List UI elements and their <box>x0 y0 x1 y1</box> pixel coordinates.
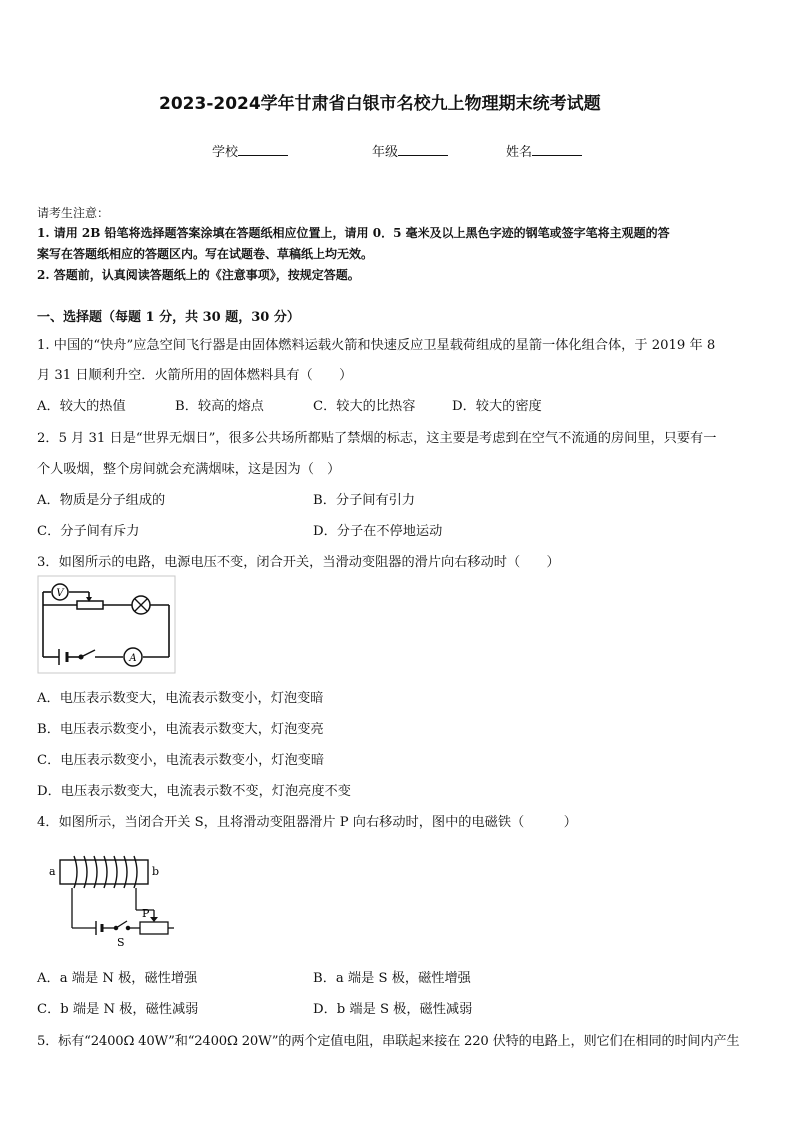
name-label: 姓名 <box>506 145 533 160</box>
switch-icon <box>79 650 95 659</box>
grade-label: 年级 <box>372 145 399 160</box>
grade-blank[interactable] <box>398 143 448 156</box>
q2-stem-line-2: 个人吸烟，整个房间就会充满烟味，这是因为（ ） <box>37 462 341 477</box>
q3-circuit-diagram <box>37 575 177 675</box>
end-b-label: b <box>152 865 160 878</box>
q1-option-a[interactable]: A．较大的热值 <box>37 399 126 414</box>
name-blank[interactable] <box>532 143 582 156</box>
notice-line-1b: 案写在答题纸相应的答题区内。写在试题卷、草稿纸上均无效。 <box>37 247 374 261</box>
notice-heading: 请考生注意： <box>37 206 110 220</box>
q5-stem-line-1: 5．标有“2400Ω 40W”和“2400Ω 20W”的两个定值电阻，串联起来接在 220 伏特的电路上，则它们在相同的时间内产生 <box>37 1034 740 1049</box>
q4-option-c[interactable]: C．b 端是 N 极，磁性减弱 <box>37 1002 199 1017</box>
slider-p-label: P <box>142 907 150 920</box>
q4-option-b[interactable]: B．a 端是 S 极，磁性增强 <box>313 971 471 986</box>
q2-stem-line-1: 2．5 月 31 日是“世界无烟日”，很多公共场所都贴了禁烟的标志，这主要是考虑到在空气不流通的房间里，只要有一 <box>37 431 717 446</box>
switch-s-label: S <box>117 936 125 949</box>
school-label: 学校 <box>212 145 239 160</box>
q1-stem-line-2: 月 31 日顺利升空．火箭所用的固体燃料具有（ ） <box>37 368 353 383</box>
battery-icon <box>59 649 67 665</box>
q3-option-d[interactable]: D．电压表示数变大，电流表示数不变，灯泡亮度不变 <box>37 784 351 799</box>
name-field[interactable] <box>506 141 582 160</box>
q3-stem-line-1: 3．如图所示的电路，电源电压不变，闭合开关，当滑动变阻器的滑片向右移动时（ ） <box>37 555 560 570</box>
q2-option-c[interactable]: C．分子间有斥力 <box>37 524 140 539</box>
section-heading: 一、选择题（每题 1 分，共 30 题，30 分） <box>37 310 300 325</box>
q1-option-b[interactable]: B．较高的熔点 <box>175 399 264 414</box>
q4-option-d[interactable]: D．b 端是 S 极，磁性减弱 <box>313 1002 473 1017</box>
school-blank[interactable] <box>238 143 288 156</box>
switch-icon <box>114 921 129 930</box>
grade-field[interactable] <box>372 141 448 160</box>
notice-line-1a: 1. 请用 2B 铅笔将选择题答案涂填在答题纸相应位置上，请用 0．5 毫米及以上黑色字迹的钢笔或签字笔将主观题的答 <box>37 226 670 240</box>
rheostat-icon <box>140 922 168 934</box>
battery-icon <box>96 921 102 935</box>
q1-option-d[interactable]: D．较大的密度 <box>452 399 542 414</box>
q4-stem-line-1: 4．如图所示，当闭合开关 S，且将滑动变阻器滑片 P 向右移动时，图中的电磁铁（ ） <box>37 815 577 830</box>
q4-option-a[interactable]: A．a 端是 N 极，磁性增强 <box>37 971 198 986</box>
q3-option-c[interactable]: C．电压表示数变小，电流表示数变小，灯泡变暗 <box>37 753 325 768</box>
iron-core-icon <box>60 860 148 884</box>
slider-arrow-icon <box>150 917 158 922</box>
q2-option-b[interactable]: B．分子间有引力 <box>313 493 416 508</box>
q2-option-d[interactable]: D．分子在不停地运动 <box>313 524 443 539</box>
q2-option-a[interactable]: A．物质是分子组成的 <box>37 493 166 508</box>
q3-option-a[interactable]: A．电压表示数变大，电流表示数变小，灯泡变暗 <box>37 691 324 706</box>
q4-electromagnet-diagram <box>44 850 184 950</box>
ammeter-label: A <box>129 653 137 664</box>
q1-stem-line-1: 1. 中国的“快舟”应急空间飞行器是由固体燃料运载火箭和快速反应卫星载荷组成的星箭一体化组合体，于 2019 年 8 <box>37 338 716 353</box>
page-title: 2023-2024学年甘肃省白银市名校九上物理期末统考试题 <box>159 94 601 114</box>
school-field[interactable] <box>212 141 288 160</box>
q1-option-c[interactable]: C．较大的比热容 <box>313 399 416 414</box>
notice-line-2: 2. 答题前，认真阅读答题纸上的《注意事项》，按规定答题。 <box>37 268 360 282</box>
voltmeter-label: V <box>56 588 64 599</box>
q3-option-b[interactable]: B．电压表示数变小，电流表示数变大，灯泡变亮 <box>37 722 324 737</box>
end-a-label: a <box>49 865 56 878</box>
rheostat-icon <box>77 601 103 609</box>
